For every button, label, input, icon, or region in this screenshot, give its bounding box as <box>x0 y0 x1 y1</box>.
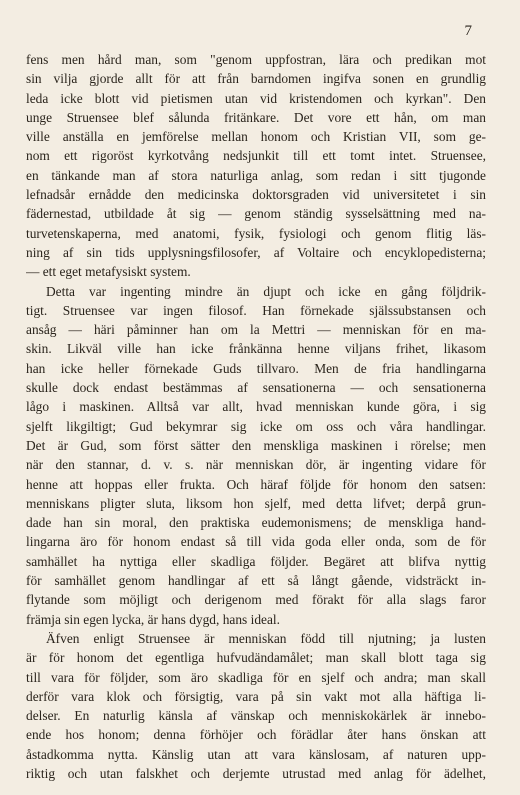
text-line: ansåg — häri påminner han om la Mettri — menniskan för en ma- <box>26 322 486 338</box>
text-line: lefnadsår ernådde den medicinska doktorsgraden vid universitetet i sin <box>26 187 486 203</box>
text-line: delser. En naturlig känsla af vänskap och menniskokärlek är innebo- <box>26 708 486 724</box>
text-line: tigt. Struensee var ingen filosof. Han förnekade själssubstansen och <box>26 302 486 318</box>
text-line: åstadkomma nytta. Känslig utan att vara känslosam, af naturen upp- <box>26 746 486 762</box>
text-line: ville anställa en jemförelse mellan honom och Kristian VII, som ge- <box>26 129 486 145</box>
text-line: riktig och utan falskhet och derjemte utrustad med anlag för ädelhet, <box>26 765 486 781</box>
text-line: Äfven enligt Struensee är menniskan född till njutning; ja lusten <box>46 630 486 646</box>
text-line: ning af sin tids upplysningsfilosofer, af Voltaire och encyklopedisterna; <box>26 244 486 260</box>
text-line: henne att hoppas eller frukta. Och häraf följde för honom den satsen: <box>26 476 486 492</box>
text-line: sin vilja gjorde allt för att från barndomen ingifva sonen en grundlig <box>26 71 486 87</box>
text-line: unge Struensee blef sålunda fritänkare. Det vore ett hån, om man <box>26 109 486 125</box>
page-number: 7 <box>464 23 472 39</box>
text-line: leda icke blott vid pietismen utan vid kristendomen och kyrkan". Den <box>26 90 486 106</box>
text-line: fens men hård man, som "genom uppfostran, lära och predikan mot <box>26 52 486 67</box>
text-line: — ett eget metafysiskt system. <box>26 264 191 280</box>
text-line: är för honom det egentliga hufvudändamålet; man skall blott taga sig <box>26 650 486 666</box>
text-line: dade han sin moral, den praktiska eudemonismens; de menskliga hand- <box>26 515 486 531</box>
text-line: lingarna äro för honom endast så till vida goda eller onda, som de för <box>26 534 486 550</box>
text-line: när den stannar, d. v. s. när menniskan dör, är ingenting vidare för <box>26 457 486 473</box>
text-line: ende hos honom; denna förhöjer och förädlar åter hans önskan att <box>26 727 486 743</box>
text-line: fädernestad, utbildade åt sig — genom ständig sysselsättning med na- <box>26 206 486 222</box>
text-line: Det är Gud, som först sätter den menskliga maskinen i rörelse; men <box>26 437 486 453</box>
text-line: en tänkande man af stora naturliga anlag, som redan i sitt tjugonde <box>26 167 486 183</box>
text-line: främja sin egen lycka, är hans dygd, hans ideal. <box>26 611 280 627</box>
text-line: för samhället genom handlingar af ett så långt gående, vidsträckt in- <box>26 573 486 589</box>
text-line: sjelft likgiltigt; Gud bekymrar sig icke om oss och våra handlingar. <box>26 418 486 434</box>
text-line: skulle dock endast bestämmas af sensationerna — och sensationerna <box>26 380 486 396</box>
text-line: samhället ha nyttiga eller skadliga följder. Begäret att blifva nyttig <box>26 553 486 569</box>
body-text <box>26 50 486 783</box>
text-line: menniskans pligter sluta, liksom hon sjelf, med detta lifvet; derpå grun- <box>26 495 486 511</box>
text-line: nom ett rigoröst kyrkotvång nedsjunkit till ett tomt intet. Struensee, <box>26 148 486 164</box>
text-line: Detta var ingenting mindre än djupt och icke en gång följdrik- <box>46 283 486 299</box>
text-line: skin. Likväl ville han icke frånkänna henne viljans frihet, likasom <box>26 341 486 357</box>
text-line: lågo i maskinen. Alltså var allt, hvad menniskan kunde göra, i sig <box>26 399 486 415</box>
text-line: derför vara klok och försigtig, vara på sin vakt mot alla häftiga li- <box>26 688 486 704</box>
text-line: han icke heller förnekade Guds tillvaro. Men de fria handlingarna <box>26 360 486 376</box>
text-line: turvetenskaperna, med anatomi, fysik, fysiologi och genom flitig läs- <box>26 225 486 241</box>
text-line: till vara för följder, som äro skadliga för en sjelf och andra; man skall <box>26 669 486 685</box>
text-line: flytande som möjligt och derigenom med förakt för alla slags faror <box>26 592 486 608</box>
